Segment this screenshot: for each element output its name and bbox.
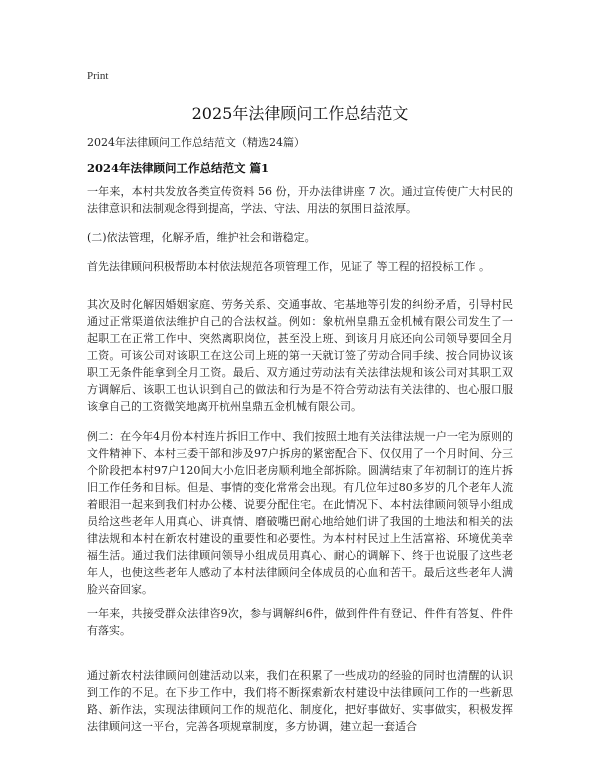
document-title: 2025年法律顾问工作总结范文 bbox=[191, 104, 409, 123]
paragraph-4: 其次及时化解因婚姻家庭、劳务关系、交通事故、宅基地等引发的纠纷矛盾，引导村民通过正常渠道依法维护自己的合法权益。例如：象杭州皇鼎五金机械有限公司发生了一起职工在正常工作中、突然离职岗位，甚至没上班、到该月月底还向公司领导要回全月工资。可该公司对该职工在这公司上班的第一天就订签了劳动合同手续、按合同协议该职工无条件能拿到全月工资。最后、双方通过劳动法有关法律法规和该公司对其职工双方调解后、该职工也认识到自己的做法和行为是不符合劳动法有关法律的、也心服口服该拿自己的工资微笑地离开杭州皇鼎五金机械有限公司。 bbox=[87, 298, 513, 413]
paragraph-3: 首先法律顾问积极帮助本村依法规范各项管理工作，见证了 等工程的招投标工作 。 bbox=[87, 260, 490, 273]
paragraph-7: 通过新农村法律顾问创建活动以来，我们在积累了一些成功的经验的同时也清醒的认识到工作的不足。在下步工作中，我们将不断探索新农村建设中法律顾问工作的一些新思路、新作法，实现法律顾问工作的规范化、制度化，把好事做好、实事做实，积极发挥法律顾问这一平台，完善各项规章制度，多方协调，建立起一套适合 bbox=[87, 669, 513, 733]
paragraph-5: 例二：在今年4月份本村连片拆旧工作中、我们按照土地有关法律法规一户一宅为原则的文件精神下、本村三委干部和涉及97户拆房的紧密配合下、仅仅用了一个月时间、分三个阶段把本村97户120间大小危旧老房顺利地全部拆除。圆满结束了年初制订的连片拆旧工作任务和目标。但是、事情的变化常常会出现。有几位年过80多岁的几个老年人流着眼泪一起来到我们村办公楼、说要分配住宅。在此情况下、本村法律顾问领导小组成员给这些老年人用真心、讲真情、磨破嘴巴耐心地给她们讲了我国的土地法和相关的法律法规和本村在新农村建设的重要性和必要性。为本村村民过上生活富裕、环境优美幸福生活。通过我们法律顾问领导小组成员用真心、耐心的调解下、终于也说服了这些老年人，也使这些老年人感动了本村法律顾问全体成员的心血和苦干。最后这些老年人满脸兴奋回家。 bbox=[87, 430, 513, 596]
section-heading: 2024年法律顾问工作总结范文 篇1 bbox=[87, 161, 270, 175]
print-link[interactable]: Print bbox=[87, 70, 109, 82]
paragraph-2: (二)依法管理，化解矛盾，维护社会和谐稳定。 bbox=[87, 231, 316, 244]
document-subtitle: 2024年法律顾问工作总结范文（精选24篇） bbox=[87, 136, 305, 149]
paragraph-6: 一年来，共接受群众法律咨9次，参与调解纠6件，做到件件有登记、件件有答复、件件有落实。 bbox=[87, 607, 513, 637]
paragraph-1: 一年来，本村共发放各类宣传资料 56 份，开办法律讲座 7 次。通过宣传使广大村民的法律意识和法制观念得到提高，学法、守法、用法的氛围日益浓厚。 bbox=[87, 185, 513, 215]
